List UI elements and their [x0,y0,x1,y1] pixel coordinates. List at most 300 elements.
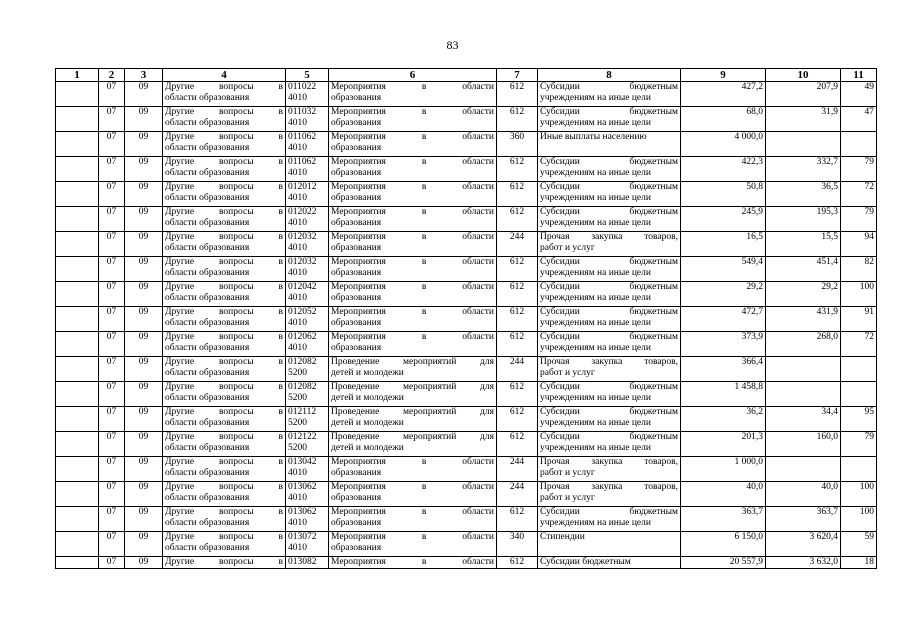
cell-line: работ и услуг [540,243,595,253]
cell-target-code [286,432,329,457]
cell-expense-type [497,532,538,557]
cell-line: области образования [165,418,250,428]
page-number: 83 [446,38,459,52]
cell-col-1 [56,157,99,182]
cell-executed [766,432,841,457]
cell-text: 91 [864,307,874,317]
cell-line: учреждениям на иные цели [540,318,651,328]
cell-section-name [163,357,286,382]
cell-planned [681,132,766,157]
cell-text: 244 [509,457,525,467]
cell-text: 07 [106,432,117,442]
table-row [56,107,877,132]
cell-subsection [125,107,163,132]
column-header: 6 [329,69,497,82]
cell-planned [681,257,766,282]
cell-col-1 [56,232,99,257]
cell-text: 244 [509,357,525,367]
cell-executed [766,557,841,569]
cell-section-name [163,432,286,457]
cell-text: 360 [509,132,525,142]
cell-expense-name [538,332,681,357]
cell-expense-name [538,282,681,307]
cell-line: учреждениям на иные цели [540,193,651,203]
cell-col-1 [56,382,99,407]
cell-line: Субсидии бюджетным [540,332,678,342]
table-row [56,207,877,232]
cell-line: 4010 [288,168,307,178]
cell-section [99,382,125,407]
cell-subsection [125,457,163,482]
cell-line: 4010 [288,343,307,353]
table-row [56,557,877,569]
cell-section-name [163,482,286,507]
cell-expense-type [497,507,538,532]
cell-text: 612 [509,507,525,517]
cell-text: 363,7 [816,507,838,517]
cell-line: 012082 [288,357,317,367]
cell-text: 09 [138,532,149,542]
cell-text: 366,4 [741,357,763,367]
column-header: 4 [163,69,286,82]
cell-line: учреждениям на иные цели [540,93,651,103]
column-header: 11 [841,69,877,82]
cell-section [99,232,125,257]
cell-planned [681,457,766,482]
cell-text: 07 [106,482,117,492]
cell-expense-name [538,407,681,432]
cell-subsection [125,382,163,407]
cell-text: 07 [106,232,117,242]
cell-executed [766,157,841,182]
cell-line: Другие вопросы в [165,307,283,317]
cell-line: 4010 [288,468,307,478]
cell-text: 09 [138,382,149,392]
cell-executed [766,307,841,332]
cell-line: 013072 [288,532,317,542]
cell-text: 09 [138,232,149,242]
cell-section [99,532,125,557]
cell-planned [681,282,766,307]
cell-executed [766,82,841,107]
cell-executed [766,232,841,257]
cell-subsection [125,407,163,432]
table-row [56,482,877,507]
cell-text: 612 [509,407,525,417]
cell-col-1 [56,207,99,232]
cell-line: Другие вопросы в [165,82,283,92]
cell-line: Другие вопросы в [165,257,283,267]
cell-line: Другие вопросы в [165,157,283,167]
cell-line: образования [331,493,382,503]
cell-section [99,132,125,157]
cell-line: области образования [165,468,250,478]
cell-line: 012112 [288,407,317,417]
cell-line: Проведение мероприятий для [331,407,494,417]
cell-line: Другие вопросы в [165,282,283,292]
cell-col-1 [56,557,99,569]
cell-percent [841,457,877,482]
cell-line: Другие вопросы в [165,482,283,492]
cell-text: 4 000,0 [734,132,763,142]
cell-percent [841,257,877,282]
cell-subsection [125,157,163,182]
cell-text: 07 [106,357,117,367]
cell-expense-name [538,132,681,157]
cell-section-name [163,407,286,432]
cell-text: 195,3 [816,207,838,217]
table-row [56,282,877,307]
cell-expense-type [497,332,538,357]
cell-percent [841,507,877,532]
table-header-row [56,69,877,82]
cell-section [99,557,125,569]
cell-text: 612 [509,307,525,317]
cell-expense-type [497,207,538,232]
cell-section [99,507,125,532]
cell-line: учреждениям на иные цели [540,518,651,528]
cell-text: 201,3 [741,432,763,442]
cell-text: 59 [864,532,874,542]
cell-percent [841,482,877,507]
cell-expense-name [538,232,681,257]
cell-line: образования [331,268,382,278]
column-header: 10 [766,69,841,82]
cell-line: работ и услуг [540,493,595,503]
cell-line: образования [331,243,382,253]
cell-line: 012032 [288,257,317,267]
cell-line: Прочая закупка товаров, [540,232,678,242]
cell-line: учреждениям на иные цели [540,168,651,178]
cell-expense-type [497,432,538,457]
cell-line: области образования [165,168,250,178]
cell-text: 09 [138,357,149,367]
cell-line: детей и молодежи [331,393,404,403]
cell-text: 79 [864,432,874,442]
cell-line: Мероприятия в области [331,157,494,167]
cell-text: 6 150,0 [734,532,763,542]
cell-executed [766,332,841,357]
cell-text: 244 [509,232,525,242]
cell-text: 15,5 [821,232,838,242]
cell-executed [766,107,841,132]
cell-text: 09 [138,482,149,492]
cell-section [99,207,125,232]
cell-text: 612 [509,557,525,567]
cell-line: Субсидии бюджетным [540,107,678,117]
cell-planned [681,482,766,507]
cell-planned [681,532,766,557]
cell-target-code [286,407,329,432]
cell-percent [841,532,877,557]
cell-line: области образования [165,293,250,303]
cell-expense-type [497,182,538,207]
cell-line: образования [331,93,382,103]
cell-text: 72 [864,182,874,192]
cell-target-name [329,282,497,307]
column-header: 1 [56,69,99,82]
cell-text: 07 [106,257,117,267]
cell-section-name [163,207,286,232]
column-header: 5 [286,69,329,82]
cell-section-name [163,307,286,332]
cell-executed [766,407,841,432]
cell-target-code [286,107,329,132]
cell-line: 012032 [288,232,317,242]
cell-col-1 [56,182,99,207]
cell-subsection [125,182,163,207]
cell-subsection [125,507,163,532]
cell-line: 011062 [288,132,317,142]
cell-line: Мероприятия в области [331,307,494,317]
cell-target-name [329,407,497,432]
cell-line: 5200 [288,418,307,428]
table-row [56,407,877,432]
cell-expense-type [497,357,538,382]
cell-text: 244 [509,482,525,492]
cell-line: Субсидии бюджетным [540,257,678,267]
cell-subsection [125,557,163,569]
cell-expense-name [538,482,681,507]
cell-line: 013082 [288,557,317,567]
cell-target-name [329,432,497,457]
cell-text: 1 000,0 [734,457,763,467]
cell-target-code [286,507,329,532]
cell-line: Иные выплаты населению [540,132,647,142]
cell-section-name [163,82,286,107]
cell-target-code [286,307,329,332]
cell-line: области образования [165,318,250,328]
cell-line: Стипендии [540,532,585,542]
cell-subsection [125,357,163,382]
cell-text: 09 [138,182,149,192]
cell-text: 207,9 [816,82,838,92]
cell-text: 07 [106,557,117,567]
cell-line: Другие вопросы в [165,507,283,517]
cell-text: 332,7 [816,157,838,167]
cell-line: 4010 [288,93,307,103]
cell-planned [681,382,766,407]
cell-line: 011022 [288,82,317,92]
cell-line: учреждениям на иные цели [540,443,651,453]
cell-expense-type [497,132,538,157]
cell-text: 451,4 [816,257,838,267]
cell-expense-name [538,532,681,557]
cell-line: Мероприятия в области [331,532,494,542]
cell-text: 72 [864,332,874,342]
cell-text: 07 [106,532,117,542]
cell-section [99,357,125,382]
cell-text: 07 [106,182,117,192]
cell-target-code [286,182,329,207]
cell-text: 612 [509,82,525,92]
cell-line: 012012 [288,182,317,192]
cell-subsection [125,82,163,107]
cell-expense-name [538,382,681,407]
cell-col-1 [56,257,99,282]
cell-line: области образования [165,193,250,203]
cell-target-name [329,182,497,207]
cell-col-1 [56,432,99,457]
cell-section [99,332,125,357]
cell-line: Мероприятия в области [331,282,494,292]
cell-line: 5200 [288,393,307,403]
cell-target-name [329,457,497,482]
table-row [56,507,877,532]
cell-target-name [329,332,497,357]
cell-line: 4010 [288,243,307,253]
cell-expense-name [538,207,681,232]
cell-line: области образования [165,518,250,528]
cell-target-code [286,332,329,357]
cell-col-1 [56,507,99,532]
cell-expense-name [538,82,681,107]
column-header: 7 [497,69,538,82]
cell-line: 4010 [288,218,307,228]
cell-text: 07 [106,107,117,117]
table-row [56,432,877,457]
cell-text: 549,4 [741,257,763,267]
cell-text: 20 557,9 [729,557,763,567]
cell-section [99,457,125,482]
cell-line: Другие вопросы в [165,207,283,217]
cell-target-code [286,357,329,382]
table-body [56,82,877,569]
cell-text: 09 [138,407,149,417]
cell-line: Мероприятия в области [331,132,494,142]
cell-expense-name [538,507,681,532]
cell-line: образования [331,518,382,528]
cell-percent [841,107,877,132]
cell-line: образования [331,118,382,128]
cell-text: 07 [106,507,117,517]
cell-section-name [163,507,286,532]
cell-text: 160,0 [816,432,838,442]
cell-planned [681,157,766,182]
table-row [56,357,877,382]
cell-section [99,107,125,132]
cell-executed [766,382,841,407]
table-row [56,82,877,107]
cell-text: 07 [106,282,117,292]
cell-line: работ и услуг [540,368,595,378]
cell-text: 36,5 [821,182,838,192]
cell-text: 09 [138,557,149,567]
cell-target-code [286,282,329,307]
cell-section [99,82,125,107]
cell-line: Другие вопросы в [165,557,283,567]
cell-text: 612 [509,432,525,442]
cell-line: Мероприятия в области [331,332,494,342]
cell-section-name [163,532,286,557]
cell-line: Мероприятия в области [331,457,494,467]
cell-text: 09 [138,507,149,517]
cell-line: 012122 [288,432,317,442]
cell-text: 612 [509,182,525,192]
cell-planned [681,557,766,569]
cell-line: Субсидии бюджетным [540,382,678,392]
cell-planned [681,82,766,107]
cell-line: Субсидии бюджетным [540,157,678,167]
cell-text: 49 [864,82,874,92]
cell-section-name [163,457,286,482]
cell-subsection [125,532,163,557]
cell-text: 363,7 [741,507,763,517]
cell-text: 29,2 [746,282,763,292]
cell-col-1 [56,82,99,107]
table-row [56,532,877,557]
cell-planned [681,182,766,207]
cell-line: Другие вопросы в [165,532,283,542]
cell-target-code [286,457,329,482]
table-row [56,332,877,357]
cell-percent [841,207,877,232]
cell-text: 07 [106,132,117,142]
cell-section-name [163,332,286,357]
table-row [56,257,877,282]
cell-col-1 [56,532,99,557]
cell-text: 09 [138,107,149,117]
cell-line: 4010 [288,518,307,528]
cell-line: Мероприятия в области [331,232,494,242]
cell-line: образования [331,218,382,228]
cell-line: Мероприятия в области [331,207,494,217]
cell-section-name [163,232,286,257]
cell-target-name [329,557,497,569]
cell-text: 100 [859,482,874,492]
cell-line: Мероприятия в области [331,557,494,567]
cell-percent [841,407,877,432]
column-header: 9 [681,69,766,82]
cell-text: 95 [864,407,874,417]
cell-target-name [329,357,497,382]
cell-line: области образования [165,268,250,278]
cell-line: области образования [165,243,250,253]
cell-text: 09 [138,332,149,342]
cell-section [99,257,125,282]
cell-text: 373,9 [741,332,763,342]
column-header: 2 [99,69,125,82]
cell-section [99,282,125,307]
cell-line: Мероприятия в области [331,182,494,192]
cell-target-name [329,482,497,507]
cell-expense-type [497,232,538,257]
cell-line: Проведение мероприятий для [331,432,494,442]
cell-line: 012022 [288,207,317,217]
cell-line: области образования [165,343,250,353]
cell-line: Другие вопросы в [165,107,283,117]
table-row [56,382,877,407]
cell-line: 5200 [288,443,307,453]
cell-text: 68,0 [746,107,763,117]
cell-line: Мероприятия в области [331,82,494,92]
cell-line: 012042 [288,282,317,292]
cell-text: 472,7 [741,307,763,317]
cell-section [99,307,125,332]
cell-target-code [286,132,329,157]
cell-text: 3 632,0 [809,557,838,567]
cell-section-name [163,257,286,282]
cell-section [99,407,125,432]
cell-expense-type [497,382,538,407]
cell-line: 012052 [288,307,317,317]
cell-percent [841,282,877,307]
cell-text: 50,8 [746,182,763,192]
cell-text: 09 [138,282,149,292]
cell-target-name [329,82,497,107]
cell-line: 013062 [288,482,317,492]
cell-expense-type [497,307,538,332]
